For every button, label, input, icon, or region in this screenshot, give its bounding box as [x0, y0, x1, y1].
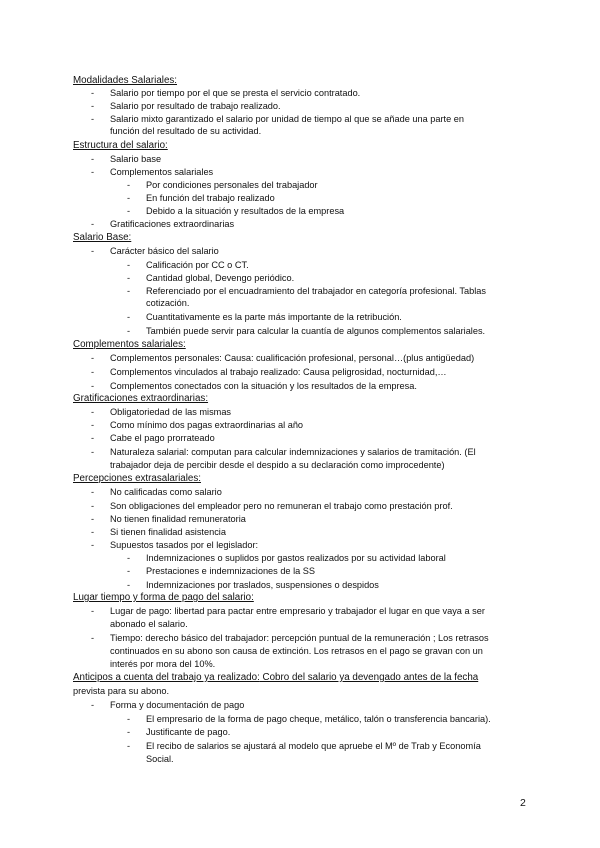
sub-list-item: Indemnizaciones por traslados, suspensiones o despidos — [146, 580, 379, 590]
list-item-continuation: función del resultado de su actividad. — [110, 126, 262, 136]
bullet-dash: - — [91, 540, 95, 550]
bullet-dash: - — [91, 527, 95, 537]
bullet-dash: - — [91, 101, 95, 111]
list-item: Complementos vinculados al trabajo realizado: Causa peligrosidad, nocturnidad,… — [110, 367, 447, 377]
list-item: Complementos personales: Causa: cualificación profesional, personal…(plus antigüedad) — [110, 353, 475, 363]
bullet-dash: - — [91, 433, 95, 443]
bullet-dash: - — [127, 326, 131, 336]
sub-list-item: El empresario de la forma de pago cheque, metálico, talón o transferencia bancaria). — [146, 714, 491, 724]
list-item: Carácter básico del salario — [110, 246, 219, 256]
bullet-dash: - — [127, 580, 131, 590]
bullet-dash: - — [91, 407, 95, 417]
bullet-dash: - — [127, 553, 131, 563]
bullet-dash: - — [91, 353, 95, 363]
list-item: Supuestos tasados por el legislador: — [110, 540, 259, 550]
list-item: Salario por tiempo por el que se presta el servicio contratado. — [110, 88, 361, 98]
bullet-dash: - — [91, 246, 95, 256]
list-item: Obligatoriedad de las mismas — [110, 407, 232, 417]
list-item-continuation: interés por mora del 10%. — [110, 659, 216, 669]
bullet-dash: - — [127, 714, 131, 724]
list-item: Lugar de pago: libertad para pactar entre empresario y trabajador el lugar en que vaya a ser — [110, 606, 485, 616]
heading-modalidades: Modalidades Salariales: — [73, 75, 178, 86]
bullet-dash: - — [127, 727, 131, 737]
list-item: Salario mixto garantizado el salario por unidad de tiempo al que se añade una parte en — [110, 114, 464, 124]
list-item: No tienen finalidad remuneratoria — [110, 514, 246, 524]
paragraph-continuation: prevista para su abono. — [73, 686, 170, 696]
list-item: Como mínimo dos pagas extraordinarias al año — [110, 420, 304, 430]
bullet-dash: - — [127, 206, 131, 216]
bullet-dash: - — [91, 487, 95, 497]
bullet-dash: - — [127, 180, 131, 190]
bullet-dash: - — [91, 219, 95, 229]
list-item: Cabe el pago prorrateado — [110, 433, 215, 443]
bullet-dash: - — [127, 566, 131, 576]
heading-salario-base: Salario Base: — [73, 232, 132, 243]
bullet-dash: - — [91, 606, 95, 616]
list-item: Naturaleza salarial: computan para calcular indemnizaciones y salarios de tramitación. (El — [110, 447, 476, 457]
sub-list-item: Debido a la situación y resultados de la empresa — [146, 206, 345, 216]
list-item: Salario por resultado de trabajo realizado. — [110, 101, 281, 111]
heading-gratificaciones: Gratificaciones extraordinarias: — [73, 393, 209, 404]
sub-list-item: El recibo de salarios se ajustará al modelo que apruebe el Mº de Trab y Economía — [146, 741, 481, 751]
bullet-dash: - — [91, 700, 95, 710]
list-item: No calificadas como salario — [110, 487, 222, 497]
sub-list-item-continuation: cotización. — [146, 298, 190, 308]
bullet-dash: - — [127, 286, 131, 296]
bullet-dash: - — [91, 633, 95, 643]
heading-anticipos-title: Anticipos a cuenta del trabajo ya realizado: — [73, 672, 260, 683]
bullet-dash: - — [91, 114, 95, 124]
heading-estructura: Estructura del salario: — [73, 140, 168, 151]
sub-list-item: En función del trabajo realizado — [146, 193, 275, 203]
sub-list-item: Por condiciones personales del trabajador — [146, 180, 318, 190]
bullet-dash: - — [127, 741, 131, 751]
bullet-dash: - — [127, 260, 131, 270]
bullet-dash: - — [91, 154, 95, 164]
sub-list-item: Cantidad global, Devengo periódico. — [146, 273, 295, 283]
sub-list-item: Prestaciones e indemnizaciones de la SS — [146, 566, 316, 576]
bullet-dash: - — [91, 381, 95, 391]
sub-list-item: Cuantitativamente es la parte más importante de la retribución. — [146, 312, 402, 322]
page-number: 2 — [520, 797, 526, 809]
heading-anticipos — [73, 671, 478, 684]
list-item-continuation: abonado el salario. — [110, 619, 188, 629]
list-item: Tiempo: derecho básico del trabajador: percepción puntual de la remuneración ; Los retrasos — [110, 633, 489, 643]
bullet-dash: - — [127, 312, 131, 322]
bullet-dash: - — [91, 420, 95, 430]
heading-complementos: Complementos salariales: — [73, 339, 186, 350]
sub-list-item-continuation: Social. — [146, 754, 174, 764]
list-item: Forma y documentación de pago — [110, 700, 245, 710]
list-item-continuation: trabajador deja de percibir desde el despido a su declaración como improcedente) — [110, 460, 445, 470]
bullet-dash: - — [91, 447, 95, 457]
list-item: Complementos conectados con la situación y los resultados de la empresa. — [110, 381, 417, 391]
bullet-dash: - — [127, 273, 131, 283]
bullet-dash: - — [127, 193, 131, 203]
bullet-dash: - — [91, 514, 95, 524]
heading-lugar-tiempo: Lugar tiempo y forma de pago del salario: — [73, 592, 254, 603]
sub-list-item: Referenciado por el encuadramiento del trabajador en categoría profesional. Tablas — [146, 286, 486, 296]
sub-list-item: También puede servir para calcular la cuantía de algunos complementos salariales. — [146, 326, 486, 336]
list-item-continuation: continuados en su abono son causa de extinción. Los retrasos en el pago se gravan con un — [110, 646, 483, 656]
bullet-dash: - — [91, 88, 95, 98]
list-item: Complementos salariales — [110, 167, 214, 177]
sub-list-item: Indemnizaciones o suplidos por gastos realizados por su actividad laboral — [146, 553, 446, 563]
sub-list-item: Calificación por CC o CT. — [146, 260, 249, 270]
list-item: Gratificaciones extraordinarias — [110, 219, 235, 229]
heading-percepciones: Percepciones extrasalariales: — [73, 473, 201, 484]
sub-list-item: Justificante de pago. — [146, 727, 231, 737]
bullet-dash: - — [91, 167, 95, 177]
heading-anticipos-text: Cobro del salario ya devengado antes de la fecha — [259, 672, 479, 683]
list-item: Si tienen finalidad asistencia — [110, 527, 226, 537]
list-item: Son obligaciones del empleador pero no remuneran el trabajo como prestación prof. — [110, 501, 453, 511]
bullet-dash: - — [91, 501, 95, 511]
list-item: Salario base — [110, 154, 162, 164]
bullet-dash: - — [91, 367, 95, 377]
